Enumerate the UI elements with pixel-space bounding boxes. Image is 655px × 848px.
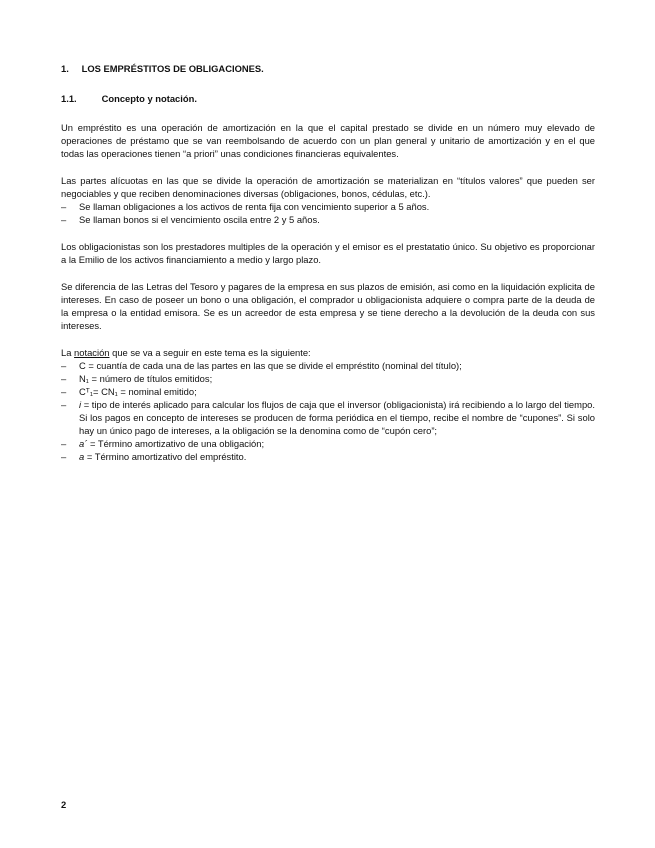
dash-bullet: –	[61, 438, 67, 449]
notation-intro: La notación que se va a seguir en este tema es la siguiente:	[61, 347, 311, 358]
dash-bullet: –	[61, 373, 67, 384]
section-heading	[61, 62, 595, 75]
notation-item-n1: – N₁ = número de títulos emitidos;	[61, 373, 213, 384]
list-item: – Se llaman bonos si el vencimiento oscila entre 2 y 5 años.	[61, 214, 320, 225]
notation-item-a-prime: – a´ = Término amortizativo de una obligación;	[61, 438, 265, 449]
dash-bullet: –	[61, 451, 67, 462]
paragraph-obligacionistas: Los obligacionistas son los prestadores multiples de la operación y el emisor es el prestatatio único. Su objetivo es proporcionar a la Emilio de los activos financiamiento a medio y largo plazo.	[61, 241, 595, 265]
subsection-heading	[61, 92, 595, 105]
paragraph-partes-alicuotas: Las partes alícuotas en las que se divide la operación de amortización se materializan en “títulos valores” que pueden ser negociables y que reciben denominaciones diversas (obligaciones, bonos, cédulas, etc.).	[61, 175, 595, 199]
subsection-title: Concepto y notación.	[101, 93, 197, 104]
notation-item-c: – C = cuantía de cada una de las partes en las que se divide el empréstito (nominal del título);	[61, 360, 462, 371]
dash-bullet: –	[61, 214, 67, 225]
notation-underlined: notación	[74, 347, 110, 358]
paragraph-definition: Un empréstito es una operación de amortización en la que el capital prestado se divide en un número muy elevado de operaciones de préstamo que se van reembolsando de acuerdo con un plan general y unitario de amortización y en el que todas las operaciones tienen “a priori” unas condiciones financieras equivalentes.	[61, 122, 595, 159]
notation-list	[61, 359, 595, 463]
page-content	[61, 62, 595, 463]
section-title: LOS EMPRÉSTITOS DE OBLIGACIONES.	[81, 63, 264, 74]
bond-types-list	[61, 200, 595, 226]
page-number: 2	[61, 799, 67, 810]
notation-item-a: – a = Término amortizativo del empréstito.	[61, 451, 247, 462]
notation-item-ct: – Cᵀ₁= CN₁ = nominal emitido;	[61, 386, 197, 397]
paragraph-diferencia: Se diferencia de las Letras del Tesoro y pagares de la empresa en sus plazos de emisión, asi como en la liquidación explicita de intereses. En caso de poseer un bono o una obligación, el comprador u obligacionista adquiere o compra parte de la deuda de la empresa o la entidad emisora. Se es un acreedor de esta empresa y se tiene derecho a la devolución de la deuda con sus intereses.	[61, 281, 595, 331]
list-item: – Se llaman obligaciones a los activos de renta fija con vencimiento superior a 5 años.	[61, 201, 430, 212]
dash-bullet: –	[61, 399, 67, 410]
subsection-number: 1.1.	[61, 93, 77, 104]
section-number: 1.	[61, 63, 69, 74]
dash-bullet: –	[61, 201, 67, 212]
notation-item-i: – i = tipo de interés aplicado para calcular los flujos de caja que el inversor (obligacionista) irá recibiendo a lo largo del tiempo. Si los pagos en concepto de intereses se producen de forma periódica en el tiempo, recibe el nombre de “cupones”. Si solo hay un único pago de intereses, a la obligación se la denomina como de “cupón cero”;	[61, 399, 595, 436]
dash-bullet: –	[61, 360, 67, 371]
dash-bullet: –	[61, 386, 67, 397]
